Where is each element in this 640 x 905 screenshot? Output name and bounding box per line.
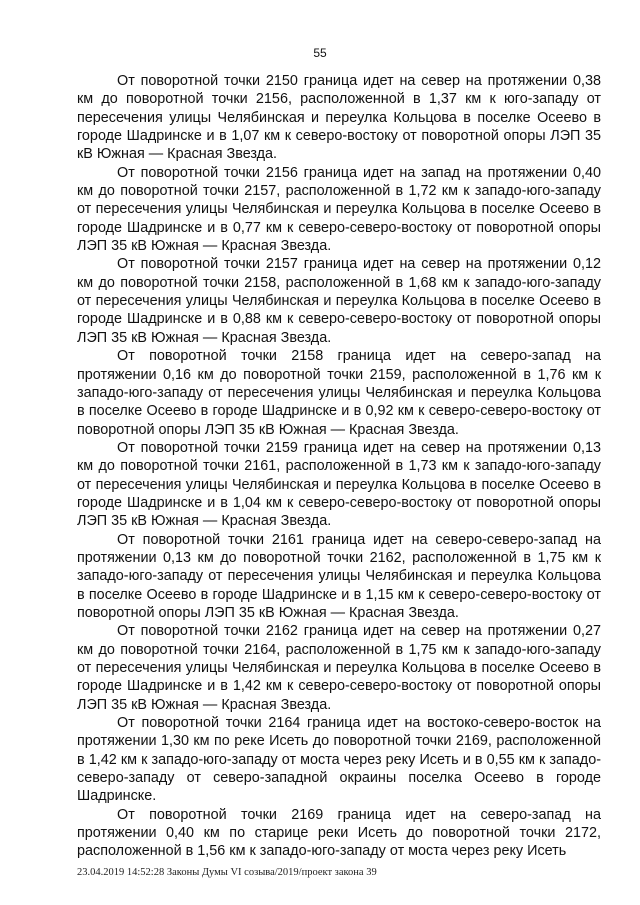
- page-number: 55: [313, 46, 327, 60]
- paragraph: От поворотной точки 2169 граница идет на северо-запад на протяжении 0,40 км по старице реки Исеть до поворотной точки 2172, расположенной в 1,56 км к западо-юго-западу от моста через реку Исеть: [77, 806, 601, 860]
- footer-stamp: 23.04.2019 14:52:28 Законы Думы VI созыва/2019/проект закона 39: [77, 867, 377, 878]
- paragraph: От поворотной точки 2162 граница идет на север на протяжении 0,27 км до поворотной точки 2164, расположенной в 1,75 км к западо-юго-западу от пересечения улицы Челябинская и переулка Кольцова в поселке Осеево в городе Шадринске и в 1,42 км к северо-северо-востоку от поворотной опоры ЛЭП 35 кВ Южная — Красная Звезда.: [77, 623, 601, 713]
- document-body: [77, 72, 601, 861]
- paragraph: От поворотной точки 2157 граница идет на север на протяжении 0,12 км до поворотной точки 2158, расположенной в 1,68 км к западо-юго-западу от пересечения улицы Челябинская и переулка Кольцова в поселке Осеево в городе Шадринске и в 0,88 км к северо-северо-востоку от поворотной опоры ЛЭП 35 кВ Южная — Красная Звезда.: [77, 256, 601, 346]
- paragraph: От поворотной точки 2164 граница идет на востоко-северо-восток на протяжении 1,30 км по реке Исеть до поворотной точки 2169, расположенной в 1,42 км к западо-юго-западу от моста через реку Исеть и в 0,55 км к западо-северо-западу от северо-западной окраины поселка Осеево в городе Шадринске.: [77, 715, 601, 805]
- paragraph: От поворотной точки 2158 граница идет на северо-запад на протяжении 0,16 км до поворотной точки 2159, расположенной в 1,76 км к западо-юго-западу от пересечения улицы Челябинская и переулка Кольцова в поселке Осеево в городе Шадринске и в 0,92 км к северо-северо-востоку от поворотной опоры ЛЭП 35 кВ Южная — Красная Звезда.: [77, 348, 601, 438]
- paragraph: От поворотной точки 2159 граница идет на север на протяжении 0,13 км до поворотной точки 2161, расположенной в 1,73 км к западо-юго-западу от пересечения улицы Челябинская и переулка Кольцова в поселке Осеево в городе Шадринске и в 1,04 км к северо-северо-востоку от поворотной опоры ЛЭП 35 кВ Южная — Красная Звезда.: [77, 439, 601, 530]
- paragraph: От поворотной точки 2156 граница идет на запад на протяжении 0,40 км до поворотной точки 2157, расположенной в 1,72 км к западо-юго-западу от пересечения улицы Челябинская и переулка Кольцова в поселке Осеево в городе Шадринске и в 0,77 км к северо-северо-востоку от поворотной опоры ЛЭП 35 кВ Южная — Красная Звезда.: [77, 164, 601, 255]
- paragraph: От поворотной точки 2150 граница идет на север на протяжении 0,38 км до поворотной точки 2156, расположенной в 1,37 км к юго-западу от пересечения улицы Челябинская и переулка Кольцова в поселке Осеево в городе Шадринске и в 1,07 км к северо-востоку от поворотной опоры ЛЭП 35 кВ Южная — Красная Звезда.: [77, 73, 601, 163]
- paragraph: От поворотной точки 2161 граница идет на северо-северо-запад на протяжении 0,13 км до поворотной точки 2162, расположенной в 1,75 км к западо-юго-западу от пересечения улицы Челябинская и переулка Кольцова в поселке Осеево в городе Шадринске и в 1,15 км к северо-северо-востоку от поворотной опоры ЛЭП 35 кВ Южная — Красная Звезда.: [77, 531, 601, 621]
